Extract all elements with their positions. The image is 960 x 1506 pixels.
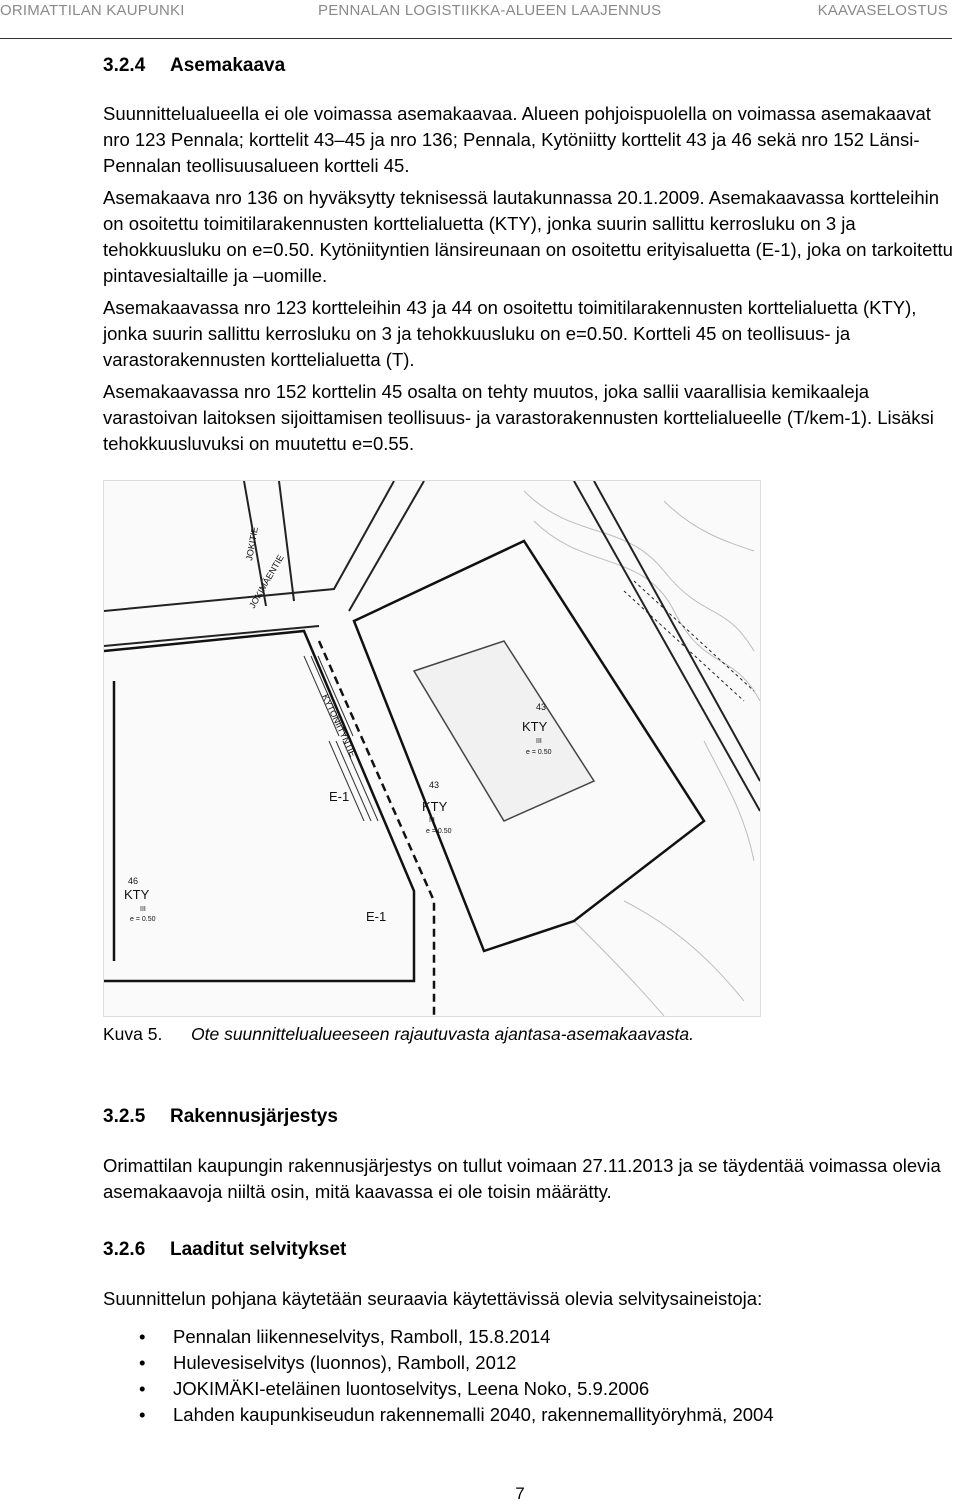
heading-number: 3.2.6 (103, 1239, 146, 1260)
list-item-text: Pennalan liikenneselvitys, Ramboll, 15.8.2014 (173, 1326, 551, 1347)
block-boundaries (104, 541, 704, 1016)
paragraph: Asemakaava nro 136 on hyväksytty teknisessä lautakunnassa 20.1.2009. Asemakaavassa kortteleihin on osoitettu toimitilarakennusten korttelialuetta (KTY), jonka suurin sallittu kerrosluku on 3 ja tehokkuusluku on e=0.50. Kytöniityntien länsireunaan on osoitettu erityisaluetta (E-1), joka on tarkoitettu pintavesialtaille ja –uomille. (103, 187, 953, 286)
zoning-map-figure (103, 480, 761, 1017)
heading-title: Asemakaava (170, 55, 286, 76)
label-block-43-west-use: KTY (422, 799, 448, 814)
label-block-43-west-eff: e = 0.50 (426, 828, 452, 835)
road-jokimaentie (104, 481, 424, 646)
bullet: • (139, 1326, 146, 1347)
section-3-2-5-body (103, 1153, 955, 1205)
list-item (103, 1324, 774, 1350)
running-header (0, 0, 960, 40)
label-block-43-east-use: KTY (522, 719, 548, 734)
label-block-43-west-floors: III (429, 817, 435, 824)
header-rule (0, 38, 952, 39)
label-block-43-east-floors: III (536, 738, 542, 745)
list-item-text: Lahden kaupunkiseudun rakennemalli 2040, rakennemallityöryhmä, 2004 (173, 1404, 774, 1425)
header-city: ORIMATTILAN KAUPUNKI (0, 2, 185, 19)
label-block-43-east-num: 43 (536, 702, 547, 712)
figure-caption (103, 1024, 694, 1045)
list-item (103, 1402, 774, 1428)
section-3-2-4-body (103, 101, 955, 457)
caption-text: Ote suunnittelualueeseen rajautuvasta ajantasa-asemakaavasta. (191, 1024, 694, 1044)
header-project: PENNALAN LOGISTIIKKA-ALUEEN LAAJENNUS (318, 2, 662, 19)
paragraph: Asemakaavassa nro 152 korttelin 45 osalta on tehty muutos, joka sallii vaarallisia kemikaaleja varastoivan laitoksen sijoittamisen teollisuus- ja varastorakennusten korttelialueelle (T/kem-1). Lisäksi tehokkuusluvuksi on muutettu e=0.55. (103, 381, 934, 454)
zoning-map (104, 481, 760, 1016)
header-doc-type: KAAVASELOSTUS (817, 2, 948, 19)
label-block-46-eff: e = 0.50 (130, 916, 156, 923)
label-block-46-floors: III (140, 906, 146, 913)
page-number: 7 (515, 1484, 525, 1503)
heading-number: 3.2.5 (103, 1106, 146, 1127)
list-item (103, 1376, 774, 1402)
bullet: • (139, 1404, 146, 1425)
caption-label: Kuva 5. (103, 1024, 163, 1044)
label-e1-upper: E-1 (329, 789, 350, 804)
heading-3-2-4 (103, 55, 285, 77)
paragraph: Suunnittelualueella ei ole voimassa asemakaavaa. Alueen pohjoispuolella on voimassa asemakaavat nro 123 Pennala; korttelit 43–45 ja nro 136; Pennala, Kytöniitty korttelit 43 ja 46 sekä nro 152 Länsi-Pennalan teollisuusalueen kortteli 45. (103, 103, 931, 176)
label-kytoniityntie: KYTÖNIITYNTIE (320, 692, 358, 759)
list-item (103, 1350, 774, 1376)
surveys-list (103, 1324, 774, 1428)
heading-title: Rakennusjärjestys (170, 1106, 338, 1127)
label-jokimaentie: JOKIMÄENTIE (247, 553, 286, 610)
paragraph: Suunnittelun pohjana käytetään seuraavia käytettävissä olevia selvitysaineistoja: (103, 1288, 763, 1309)
heading-3-2-6 (103, 1239, 346, 1261)
list-item-text: Hulevesiselvitys (luonnos), Ramboll, 2012 (173, 1352, 517, 1373)
bullet: • (139, 1352, 146, 1373)
paragraph: Asemakaavassa nro 123 kortteleihin 43 ja 44 on osoitettu toimitilarakennusten korttelialuetta (KTY), jonka suurin sallittu kerrosluku on 3 ja tehokkuusluku on e=0.50. Kortteli 45 on teollisuus- ja varastorakennusten korttelialuetta (T). (103, 297, 917, 370)
label-block-43-east-eff: e = 0.50 (526, 749, 552, 756)
building-footprints (414, 641, 594, 821)
label-block-43-west-num: 43 (429, 780, 440, 790)
heading-title: Laaditut selvitykset (170, 1239, 347, 1260)
label-block-46-use: KTY (124, 887, 150, 902)
label-block-46-num: 46 (128, 876, 139, 886)
paragraph: Orimattilan kaupungin rakennusjärjestys on tullut voimaan 27.11.2013 ja se täydentää voimassa olevia asemakaavoja niiltä osin, mitä kaavassa ei ole toisin määrätty. (103, 1155, 941, 1202)
bullet: • (139, 1378, 146, 1399)
list-item-text: JOKIMÄKI-eteläinen luontoselvitys, Leena Noko, 5.9.2006 (173, 1378, 650, 1399)
section-3-2-6-intro (103, 1286, 955, 1312)
label-jokitie: JOKITIE (244, 526, 260, 562)
heading-number: 3.2.4 (103, 55, 146, 76)
label-e1-lower: E-1 (366, 909, 387, 924)
heading-3-2-5 (103, 1106, 338, 1128)
